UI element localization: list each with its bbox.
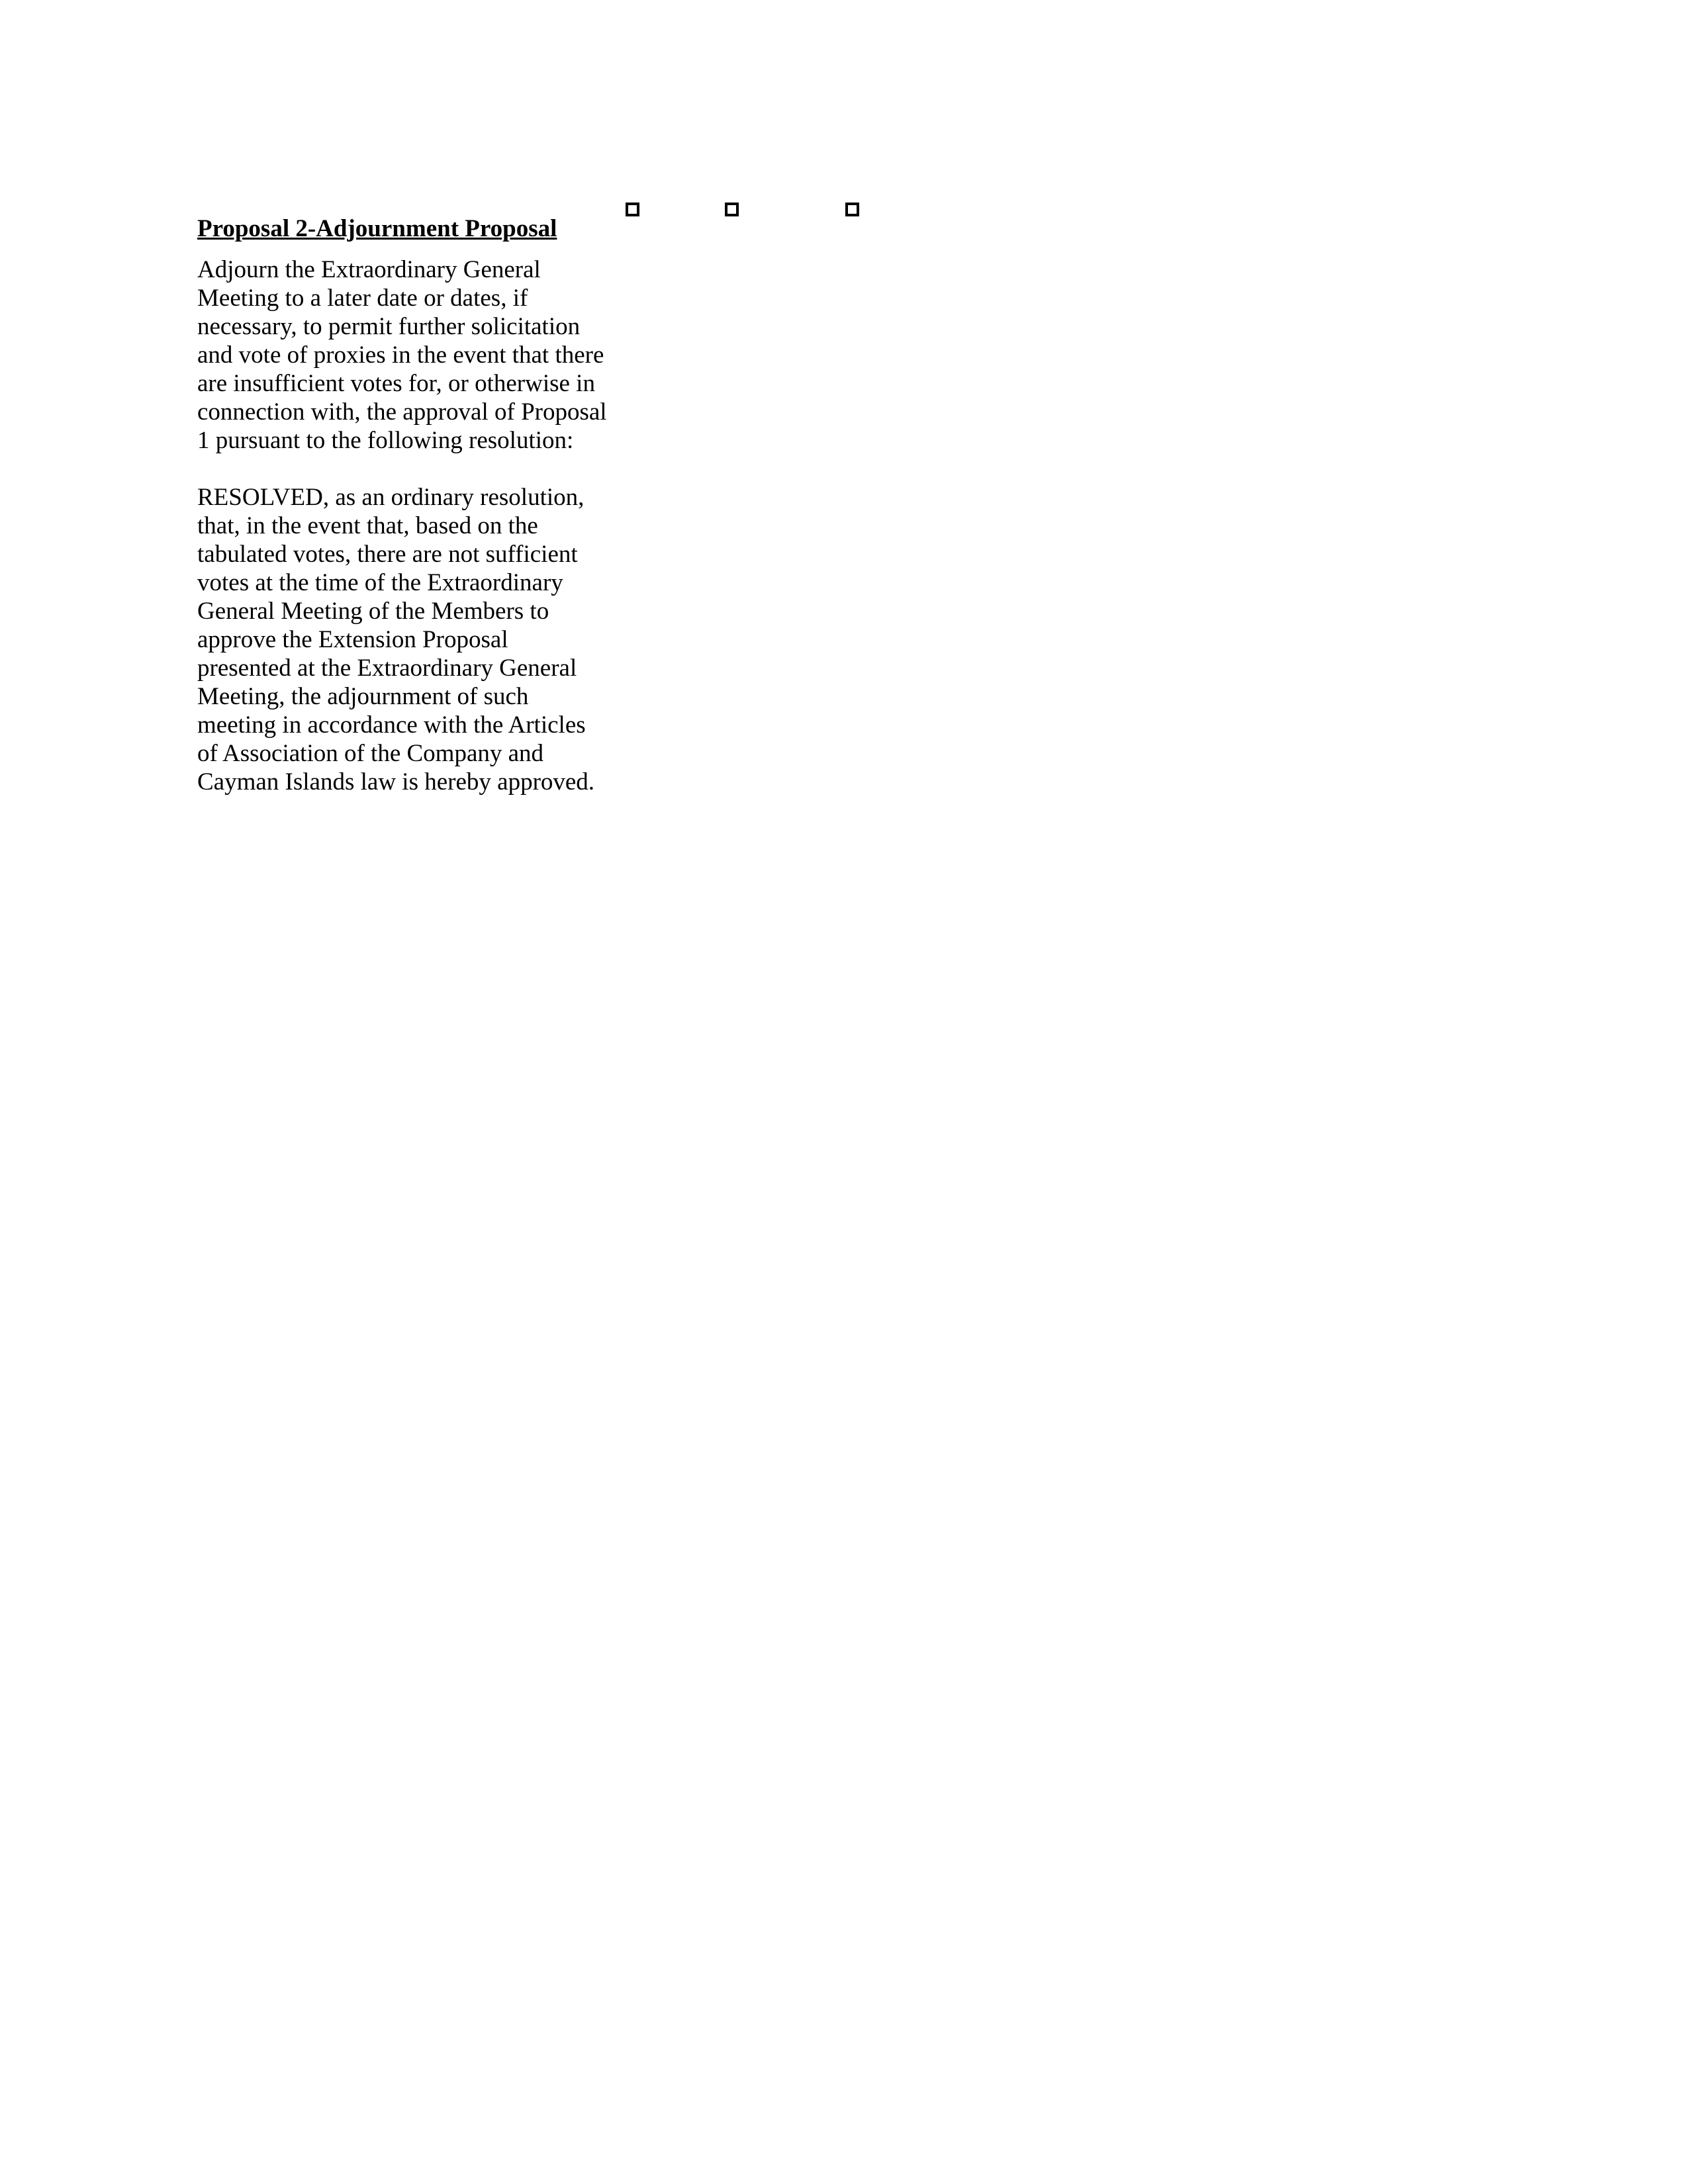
proposal-block (197, 210, 608, 796)
vote-checkbox-abstain[interactable] (845, 203, 859, 216)
vote-checkbox-for[interactable] (626, 203, 639, 216)
vote-checkbox-against[interactable] (725, 203, 739, 216)
proposal-description: Adjourn the Extraordinary General Meeting to a later date or dates, if necessary, to permit further solicitation and vote of proxies in the event that there are insufficient votes for, or otherwise in connection with, the approval of Proposal 1 pursuant to the following resolution: (197, 256, 607, 454)
proposal-title: Proposal 2-Adjournment Proposal (197, 215, 557, 242)
proposal-resolution: RESOLVED, as an ordinary resolution, that, in the event that, based on the tabulated votes, there are not sufficient votes at the time of the Extraordinary General Meeting of the Members to approve the Extension Proposal presented at the Extraordinary General Meeting, the adjournment of such meeting in accordance with the Articles of Association of the Company and Cayman Islands law is hereby approved. (197, 484, 595, 796)
